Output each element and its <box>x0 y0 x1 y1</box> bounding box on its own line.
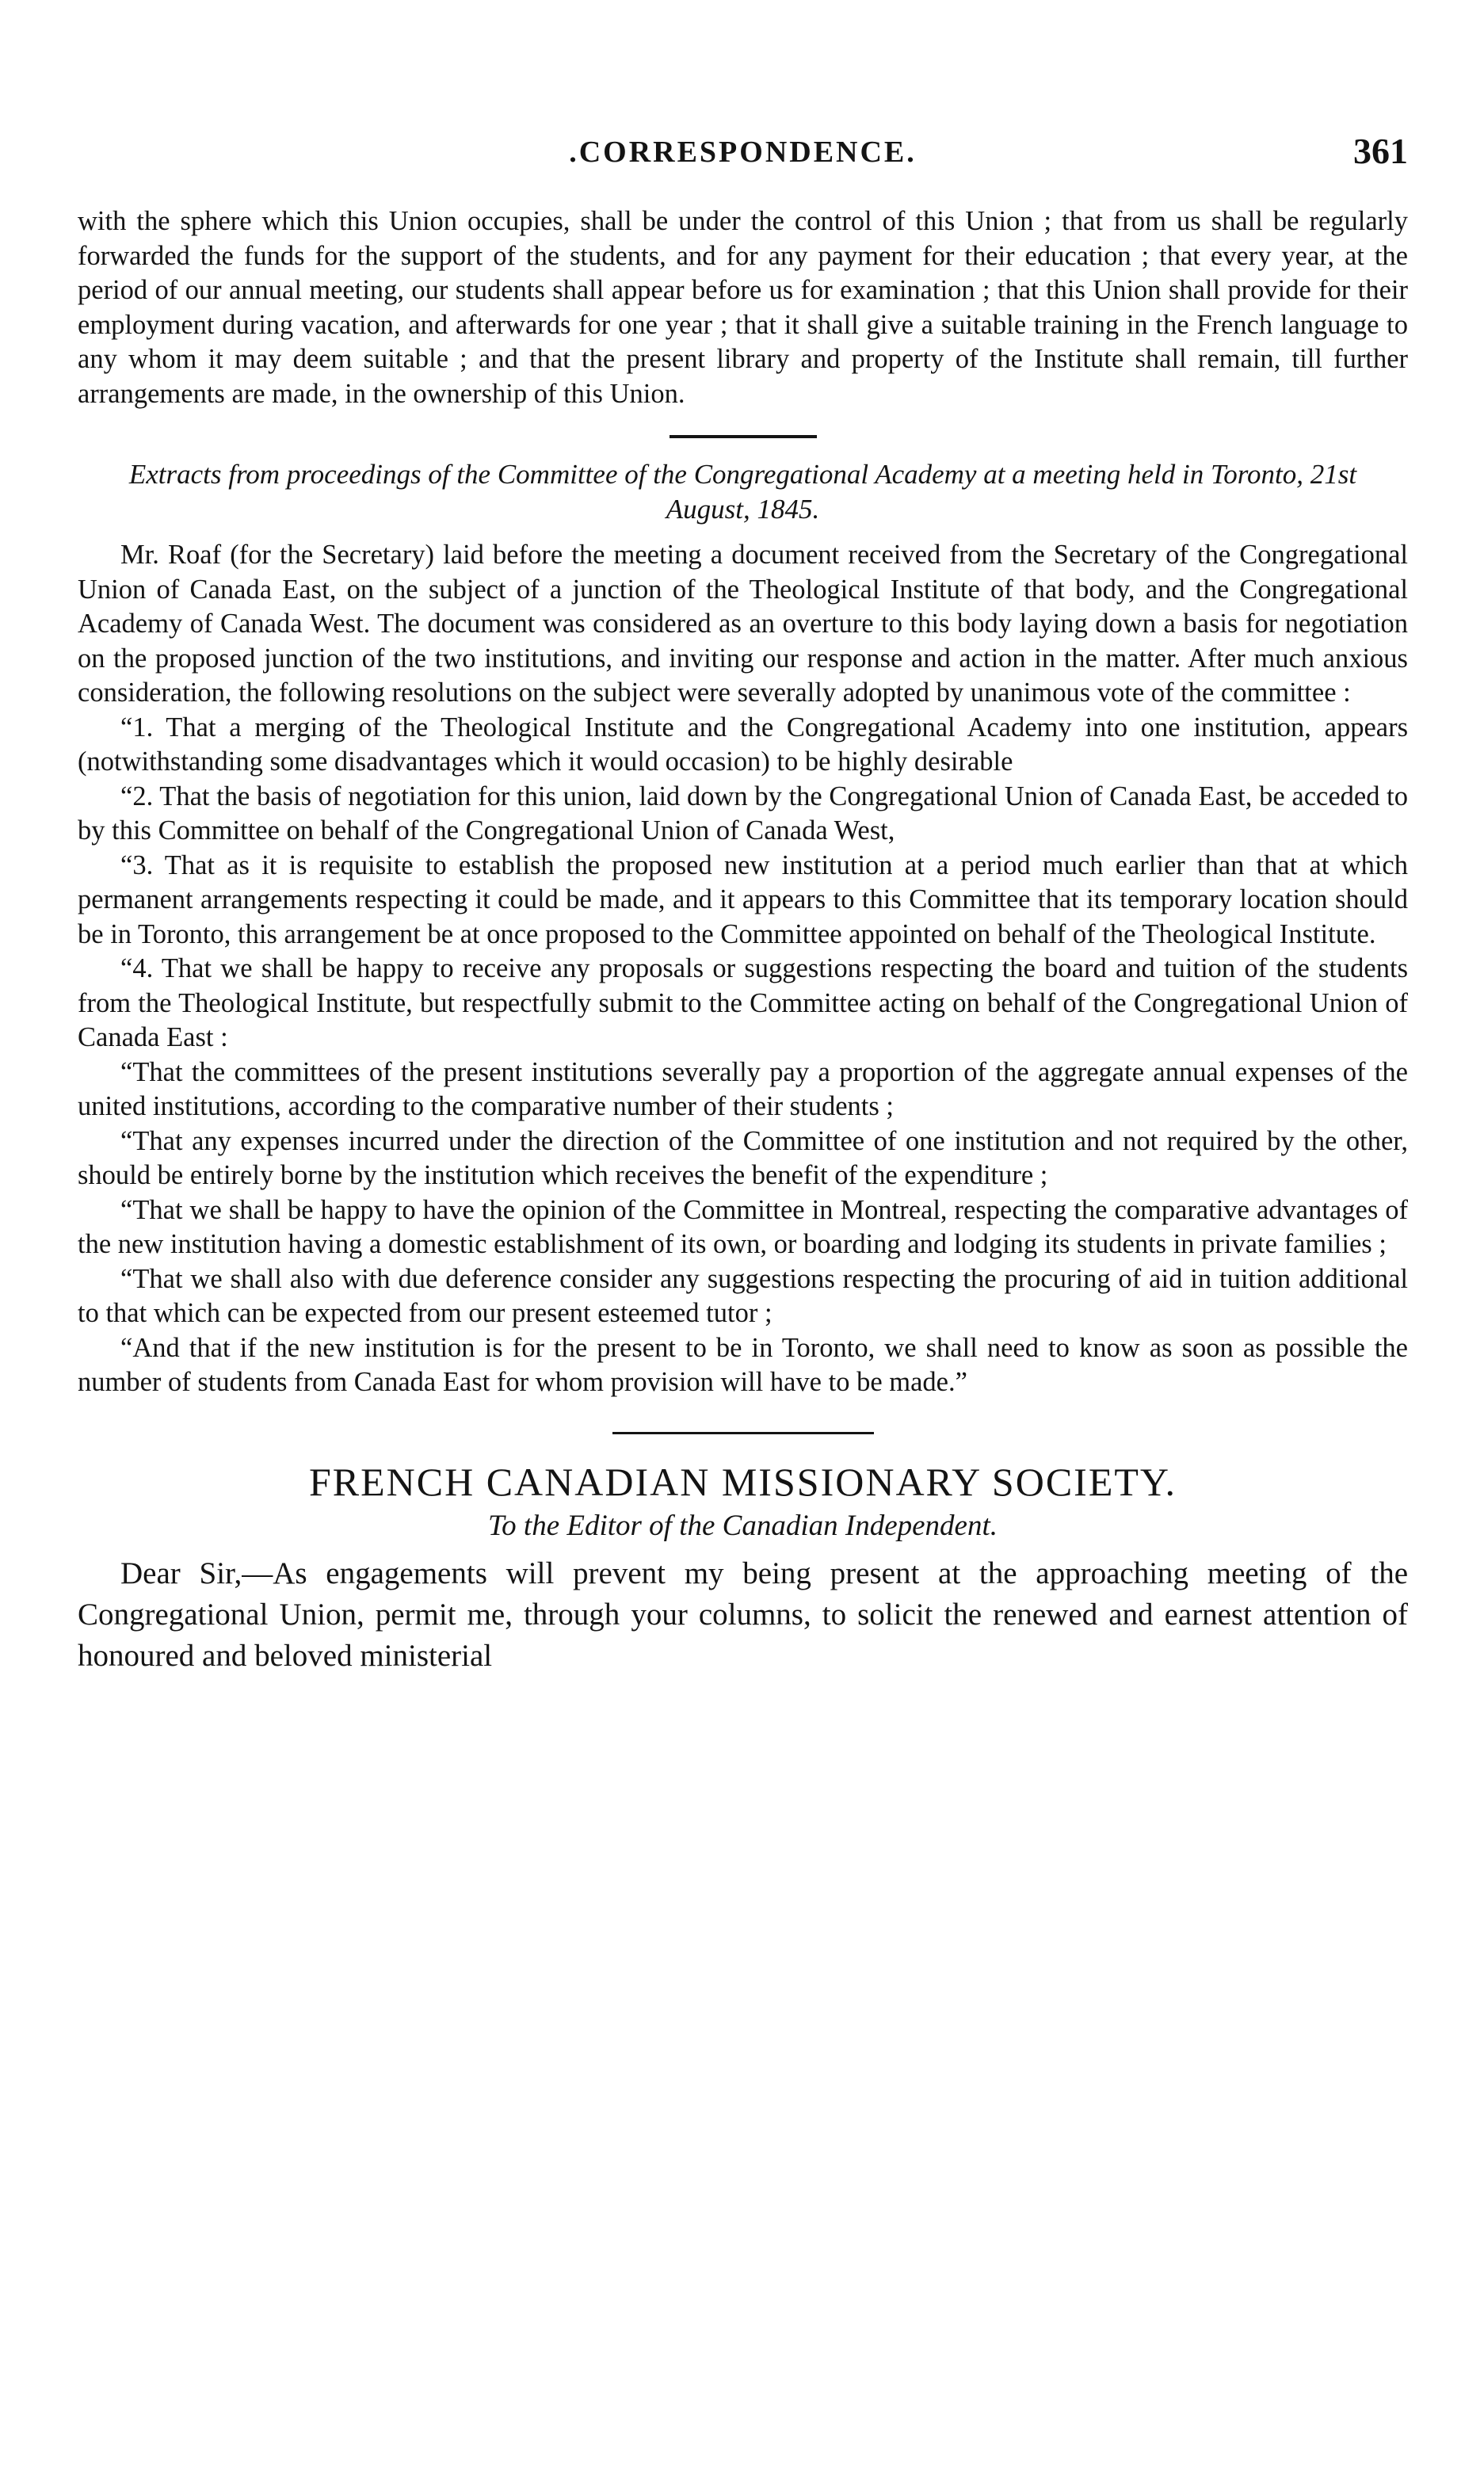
suggestion-proportion: “That the committees of the present institutions severally pay a proportion of the aggregate annual expenses of the united institutions, according to the comparative number of their students ; <box>78 1056 1408 1121</box>
page-number: 361 <box>1353 131 1408 171</box>
section-divider-short <box>670 435 817 438</box>
resolution-2: “2. That the basis of negotiation for this union, laid down by the Congregational Union of Canada East, be acceded to by this Committee on behalf of the Congregational Union of Canada West, <box>78 781 1408 846</box>
running-head: .CORRESPONDENCE. <box>569 136 917 169</box>
page-header <box>78 131 1408 182</box>
extract-caption: Extracts from proceedings of the Committee of the Congregational Academy at a meeting held in Toronto, 21st August, 1845. <box>128 459 1357 525</box>
suggestion-montreal: “That we shall be happy to have the opinion of the Committee in Montreal, respecting the comparative advantages of the new institution having a domestic establishment of its own, or boarding and lodging its students in private families ; <box>78 1194 1408 1259</box>
suggestion-tuition: “That we shall also with due deference consider any suggestions respecting the procuring of aid in tuition additional to that which can be expected from our present esteemed tutor ; <box>78 1263 1408 1328</box>
resolution-1: “1. That a merging of the Theological Institute and the Congregational Academy into one institution, appears (notwithstanding some disadvantages which it would occasion) to be highly desirable <box>78 712 1408 777</box>
section-divider-long <box>612 1432 874 1434</box>
paragraph-union-control: with the sphere which this Union occupies, shall be under the control of this Union ; that from us shall be regularly forwarded the funds for the support of the students, and for any payment for their education ; that every year, at the period of our annual meeting, our students shall appear before us for examination ; that this Union shall provide for their employment during vacation, and afterwards for one year ; that it shall give a suitable training in the French language to any whom it may deem suitable ; and that the present library and property of the Institute shall remain, till further arrangements are made, in the ownership of this Union. <box>78 206 1408 409</box>
resolution-4: “4. That we shall be happy to receive any proposals or suggestions respecting the board and tuition of the students from the Theological Institute, but respectfully submit to the Committee acting on behalf of the Congregational Union of Canada East : <box>78 953 1408 1052</box>
letter-opening: Dear Sir,—As engagements will prevent my being present at the approaching meeting of the Congregational Union, permit me, through your columns, to solicit the renewed and earnest attention of honoured and beloved ministerial <box>78 1556 1408 1673</box>
section-subtitle: To the Editor of the Canadian Independent. <box>487 1509 998 1542</box>
suggestion-expenses: “That any expenses incurred under the direction of the Committee of one institution and not required by the other, should be entirely borne by the institution which receives the benefit of the expenditure ; <box>78 1125 1408 1190</box>
section-title: FRENCH CANADIAN MISSIONARY SOCIETY. <box>308 1459 1177 1504</box>
paragraph-roaf-document: Mr. Roaf (for the Secretary) laid before the meeting a document received from the Secretary of the Congregational Union of Canada East, on the subject of a junction of the Theological Institute of that body, and the Congregational Academy of Canada West. The document was considered as an overture to this body laying down a basis for negotiation on the proposed junction of the two institutions, and inviting our response and action in the matter. After much anxious consideration, the following resolutions on the subject were severally adopted by unanimous vote of the committee : <box>78 540 1408 708</box>
page-body <box>78 204 1408 1677</box>
suggestion-toronto: “And that if the new institution is for the present to be in Toronto, we shall need to know as soon as possible the number of students from Canada East for whom provision will have to be made.” <box>78 1332 1408 1397</box>
resolution-3: “3. That as it is requisite to establish the proposed new institution at a period much earlier than that at which permanent arrangements respecting it could be made, and it appears to this Committee that its temporary location should be in Toronto, this arrangement be at once proposed to the Committee appointed on behalf of the Theological Institute. <box>78 849 1408 949</box>
